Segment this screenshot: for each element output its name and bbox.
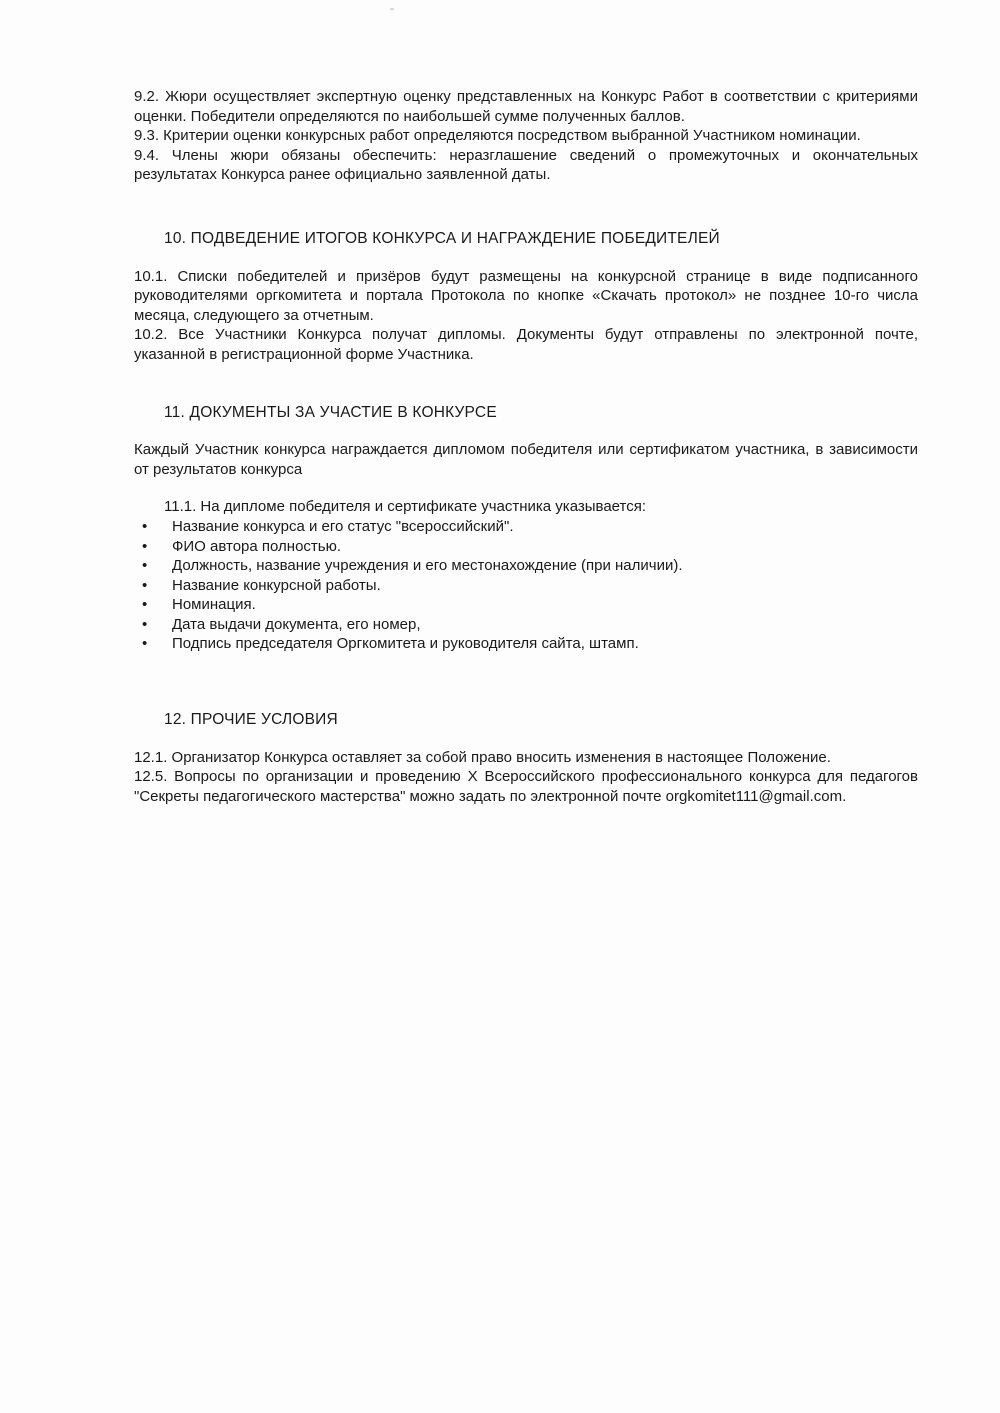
section-11-heading: 11. ДОКУМЕНТЫ ЗА УЧАСТИЕ В КОНКУРСЕ (164, 403, 497, 421)
bullet-icon: • (142, 537, 148, 555)
spacer (134, 479, 918, 497)
section-11 (134, 403, 918, 655)
bullet-icon: • (142, 576, 148, 594)
list-item (134, 634, 918, 654)
section-12 (134, 710, 918, 806)
list-item (134, 576, 918, 596)
scan-speck (390, 8, 394, 10)
clause-11-1: 11.1. На дипломе победителя и сертификате участника указывается: (164, 498, 646, 516)
list-item (134, 537, 918, 557)
bullet-icon: • (142, 557, 148, 575)
list-item-text: Название конкурсной работы. (172, 576, 381, 594)
list-item-text: Дата выдачи документа, его номер, (172, 615, 421, 633)
spacer (134, 422, 918, 440)
bullet-icon: • (142, 596, 148, 614)
clause-10-1: 10.1. Списки победителей и призёров будут размещены на конкурсной странице в виде подписанного руководителями оргкомитета и портала Протокола по кнопке «Скачать протокол» не позднее 10-го числа месяца, следующего за отчетным. (134, 267, 918, 324)
section-10-heading: 10. ПОДВЕДЕНИЕ ИТОГОВ КОНКУРСА И НАГРАЖДЕНИЕ ПОБЕДИТЕЛЕЙ (164, 229, 720, 247)
list-item-text: ФИО автора полностью. (172, 537, 342, 555)
spacer (134, 730, 918, 748)
clause-9-3: 9.3. Критерии оценки конкурсных работ определяются посредством выбранной Участником номинации. (134, 127, 861, 145)
list-item (134, 556, 918, 576)
section-9 (134, 87, 918, 185)
bullet-icon: • (142, 615, 148, 633)
clause-9-2: 9.2. Жюри осуществляет экспертную оценку представленных на Конкурс Работ в соответствии с критериями оценки. Победители определяются по наибольшей сумме полученных баллов. (134, 88, 918, 125)
list-item-text: Должность, название учреждения и его местонахождение (при наличии). (172, 557, 683, 575)
spacer (134, 185, 918, 229)
list-item (134, 615, 918, 635)
clause-9-4: 9.4. Члены жюри обязаны обеспечить: неразглашение сведений о промежуточных и окончательных результатах Конкурса ранее официально заявленной даты. (134, 146, 918, 184)
list-item (134, 595, 918, 615)
section-12-heading: 12. ПРОЧИЕ УСЛОВИЯ (164, 711, 338, 729)
list-item (134, 517, 918, 537)
section-11-lead: Каждый Участник конкурса награждается дипломом победителя или сертификатом участника, в зависимости от результатов конкурса (134, 441, 918, 478)
spacer (134, 654, 918, 710)
section-10 (134, 229, 918, 365)
list-item-text: Название конкурса и его статус "всероссийский". (172, 517, 514, 535)
spacer (134, 365, 918, 403)
spacer (134, 249, 918, 267)
list-item-text: Номинация. (172, 596, 256, 614)
bullet-icon: • (142, 517, 148, 535)
clause-12-5: 12.5. Вопросы по организации и проведению X Всероссийского профессионального конкурса для педагогов "Секреты педагогического мастерства" можно задать по электронной почте orgkomitet111@gmail.com. (134, 768, 918, 805)
clause-10-2: 10.2. Все Участники Конкурса получат дипломы. Документы будут отправлены по электронной почте, указанной в регистрационной форме Участника. (134, 326, 918, 363)
list-item-text: Подпись председателя Оргкомитета и руководителя сайта, штамп. (172, 635, 639, 653)
bullet-icon: • (142, 635, 148, 653)
document-contents-list (134, 517, 918, 654)
document-body (134, 87, 918, 806)
clause-12-1: 12.1. Организатор Конкурса оставляет за собой право вносить изменения в настоящее Положение. (134, 748, 831, 766)
